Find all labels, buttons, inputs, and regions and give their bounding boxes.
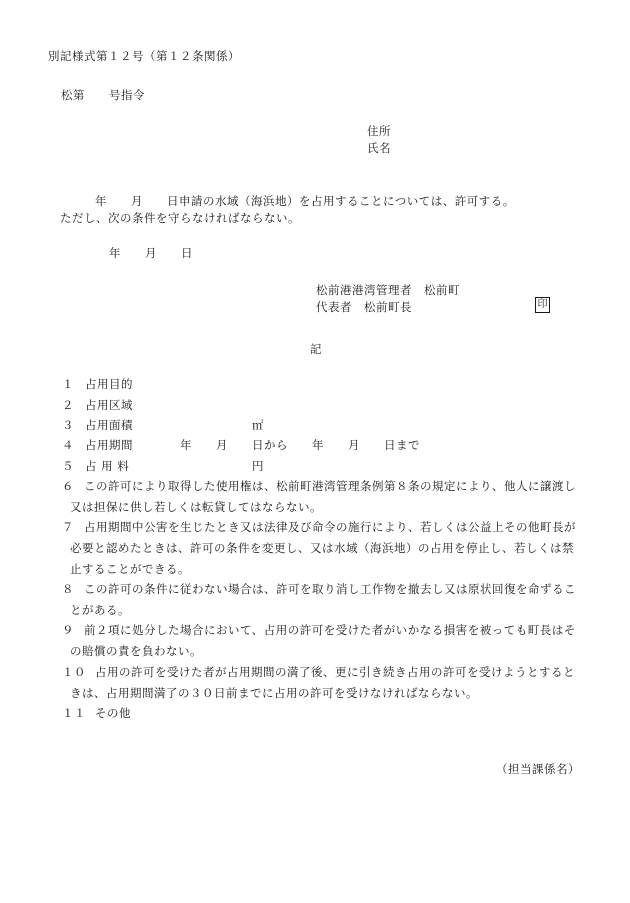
- condition-number: ７: [62, 520, 74, 534]
- condition-number: ６: [62, 479, 74, 493]
- period-range: 年 月 日から 年 月 日まで: [180, 438, 420, 452]
- item-number: ２: [62, 398, 74, 412]
- permit-number: 松第 号指令: [61, 88, 145, 102]
- form-header: 別記様式第１２号（第１２条関係）: [48, 49, 240, 63]
- issuer-authority: 松前港港湾管理者 松前町: [316, 283, 460, 297]
- condition-6: ６ この許可により取得した使用権は、松前町港湾管理条例第８条の規定により、他人に譲渡し 又は担保に供し若しくは転貸してはならない。: [62, 476, 582, 518]
- department-footer: （担当課係名）: [496, 762, 580, 776]
- issue-date: 年 月 日: [109, 246, 193, 260]
- item-number: ３: [62, 418, 74, 432]
- ki-heading: 記: [310, 342, 322, 356]
- seal-mark: 印: [535, 297, 550, 313]
- name-label: 氏名: [367, 141, 391, 155]
- condition-7: ７ 占用期間中公害を生じたとき又は法律及び命令の施行により、若しくは公益上その他町長が 必要と認めたときは、許可の条件を変更し、又は水域（海浜地）の占用を停止し、若しくは禁 止することができる。: [62, 517, 582, 580]
- condition-number: １１: [62, 706, 86, 720]
- area-unit: ㎡: [252, 418, 264, 432]
- item-number: ４: [62, 438, 74, 452]
- condition-notice: ただし、次の条件を守らなければならない。: [60, 211, 300, 225]
- item-label: 占 用 料: [85, 459, 130, 473]
- issuer-representative: 代表者 松前町長: [316, 300, 412, 314]
- address-label: 住所: [367, 124, 391, 138]
- condition-8: ８ この許可の条件に従わない場合は、許可を取り消し工作物を撤去し又は原状回復を命ずるこ とがある。: [62, 579, 582, 621]
- item-label: 占用区域: [85, 398, 133, 412]
- fee-unit: 円: [252, 459, 264, 473]
- item-label: 占用目的: [85, 377, 133, 391]
- condition-number: ９: [62, 623, 74, 637]
- condition-11: １１ その他: [62, 703, 582, 724]
- item-number: ５: [62, 459, 74, 473]
- condition-10: １０ 占用の許可を受けた者が占用期間の満了後、更に引き続き占用の許可を受けようとすると きは、占用期間満了の３０日前までに占用の許可を受けなければならない。: [62, 662, 582, 704]
- condition-number: ８: [62, 582, 74, 596]
- condition-number: １０: [62, 665, 86, 679]
- item-number: １: [62, 377, 74, 391]
- item-label: 占用面積: [85, 418, 133, 432]
- permit-statement: 年 月 日申請の水域（海浜地）を占用することについては、許可する。: [95, 194, 515, 208]
- condition-9: ９ 前２項に処分した場合において、占用の許可を受けた者がいかなる損害を被っても町長はそ の賠償の責を負わない。: [62, 620, 582, 662]
- item-label: 占用期間: [85, 438, 133, 452]
